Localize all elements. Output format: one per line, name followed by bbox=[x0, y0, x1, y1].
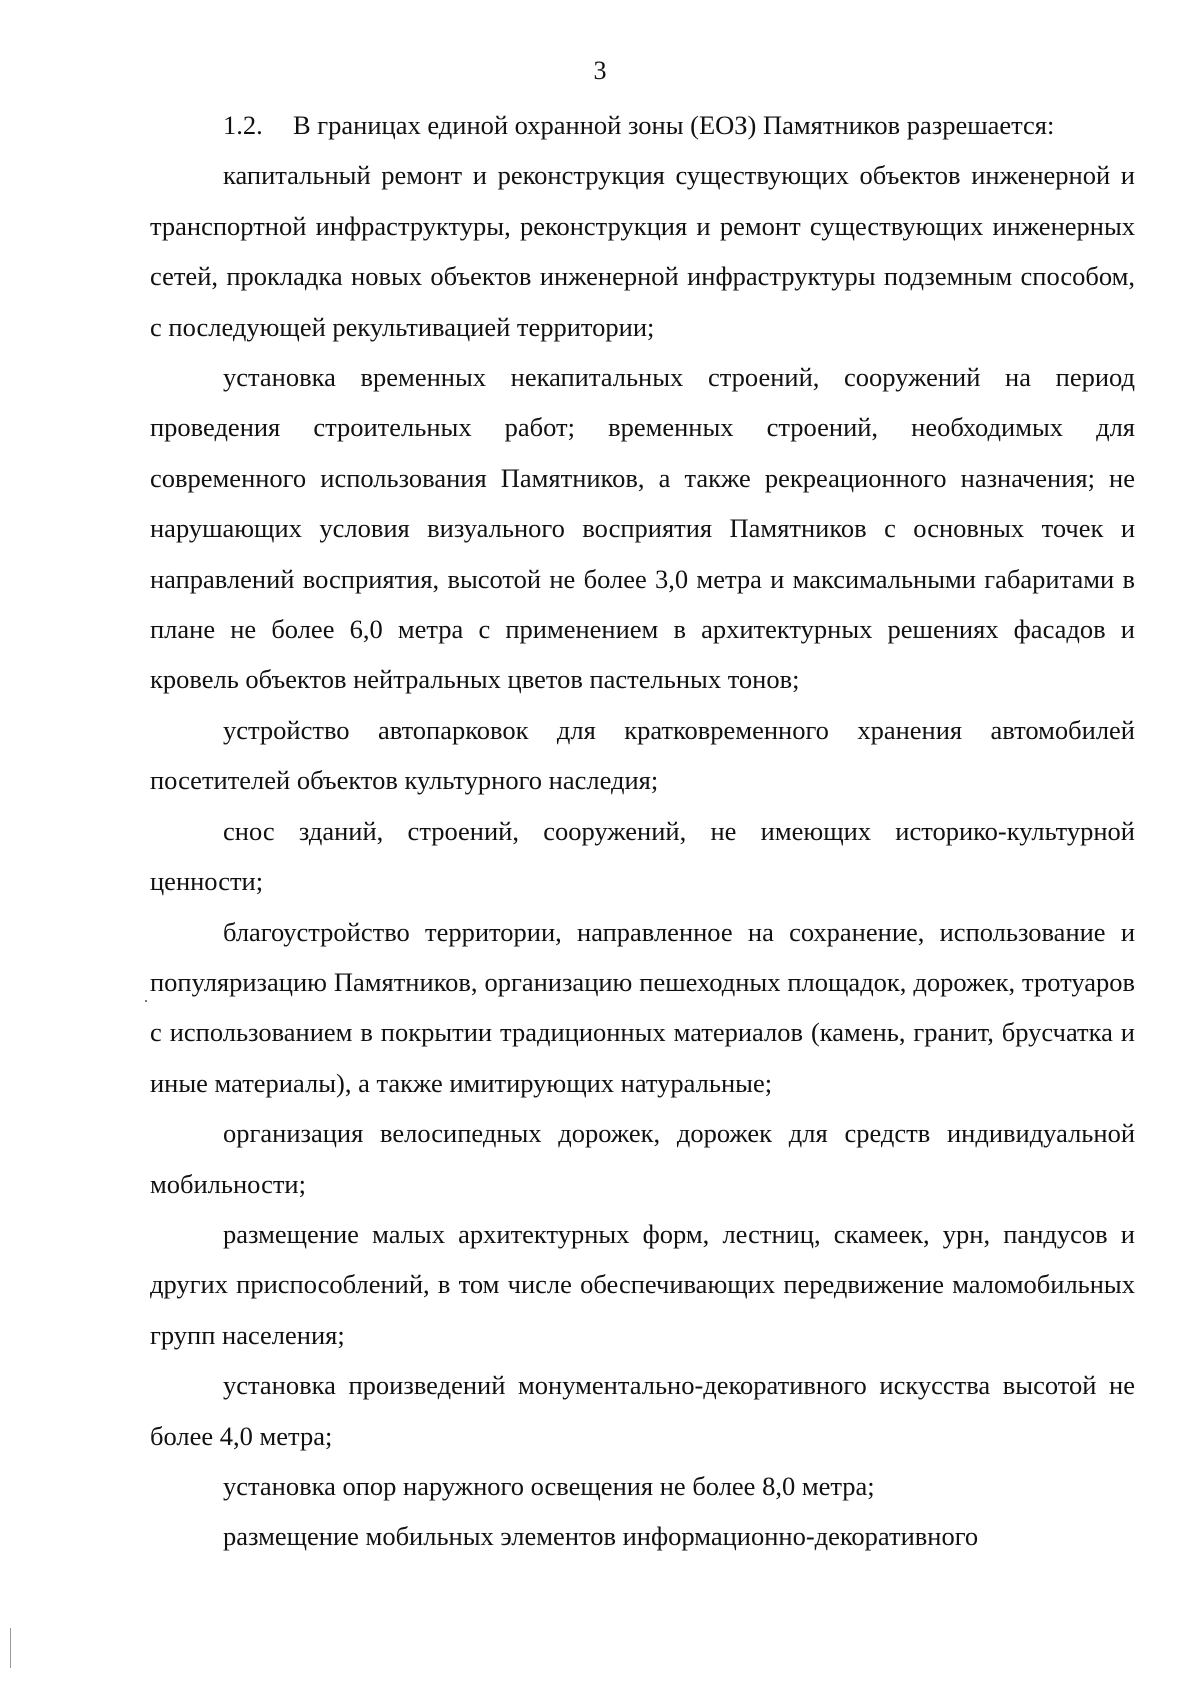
paragraph: благоустройство территории, направленное на сохранение, использование и популяризацию Памятников, организацию пешеходных площадок, дорожек, тротуаров с использованием в покрытии традиционных материалов (камень, гранит, брусчатка и иные материалы), а также имитирующих натуральные; bbox=[150, 916, 1135, 1098]
paragraph: снос зданий, строений, сооружений, не имеющих историко-культурной ценности; bbox=[150, 815, 1135, 897]
paragraph: размещение мобильных элементов информационно-декоративного bbox=[223, 1521, 979, 1552]
section-heading bbox=[150, 100, 1135, 150]
document-body bbox=[150, 100, 1135, 1562]
paragraph: устройство автопарковок для кратковременного хранения автомобилей посетителей объектов культурного наследия; bbox=[150, 714, 1135, 796]
paragraph: капитальный ремонт и реконструкция существующих объектов инженерной и транспортной инфраструктуры, реконструкция и ремонт существующих инженерных сетей, прокладка новых объектов инженерной инфраструктуры подземным способом, с последующей рекультивацией территории; bbox=[150, 160, 1135, 342]
page-number: 3 bbox=[593, 56, 607, 85]
paragraph: установка временных некапитальных строений, сооружений на период проведения строительных работ; временных строений, необходимых для современного использования Памятников, а также рекреационного назначения; не нарушающих условия визуального восприятия Памятников с основных точек и направлений восприятия, высотой не более 3,0 метра и максимальными габаритами в плане не более 6,0 метра с применением в архитектурных решениях фасадов и кровель объектов нейтральных цветов пастельных тонов; bbox=[150, 362, 1135, 695]
paragraph: размещение малых архитектурных форм, лестниц, скамеек, урн, пандусов и других приспособлений, в том числе обеспечивающих передвижение маломобильных групп населения; bbox=[150, 1218, 1135, 1350]
scan-dot bbox=[145, 1000, 147, 1002]
section-heading-text: В границах единой охранной зоны (ЕОЗ) Памятников разрешается: bbox=[293, 110, 1055, 140]
section-number: 1.2. bbox=[223, 110, 263, 140]
scan-margin-mark bbox=[10, 1628, 11, 1668]
paragraph: организация велосипедных дорожек, дорожек для средств индивидуальной мобильности; bbox=[150, 1118, 1135, 1199]
paragraph: установка произведений монументально-декоративного искусства высотой не более 4,0 метра; bbox=[150, 1370, 1135, 1451]
paragraph: установка опор наружного освещения не более 8,0 метра; bbox=[223, 1470, 875, 1501]
